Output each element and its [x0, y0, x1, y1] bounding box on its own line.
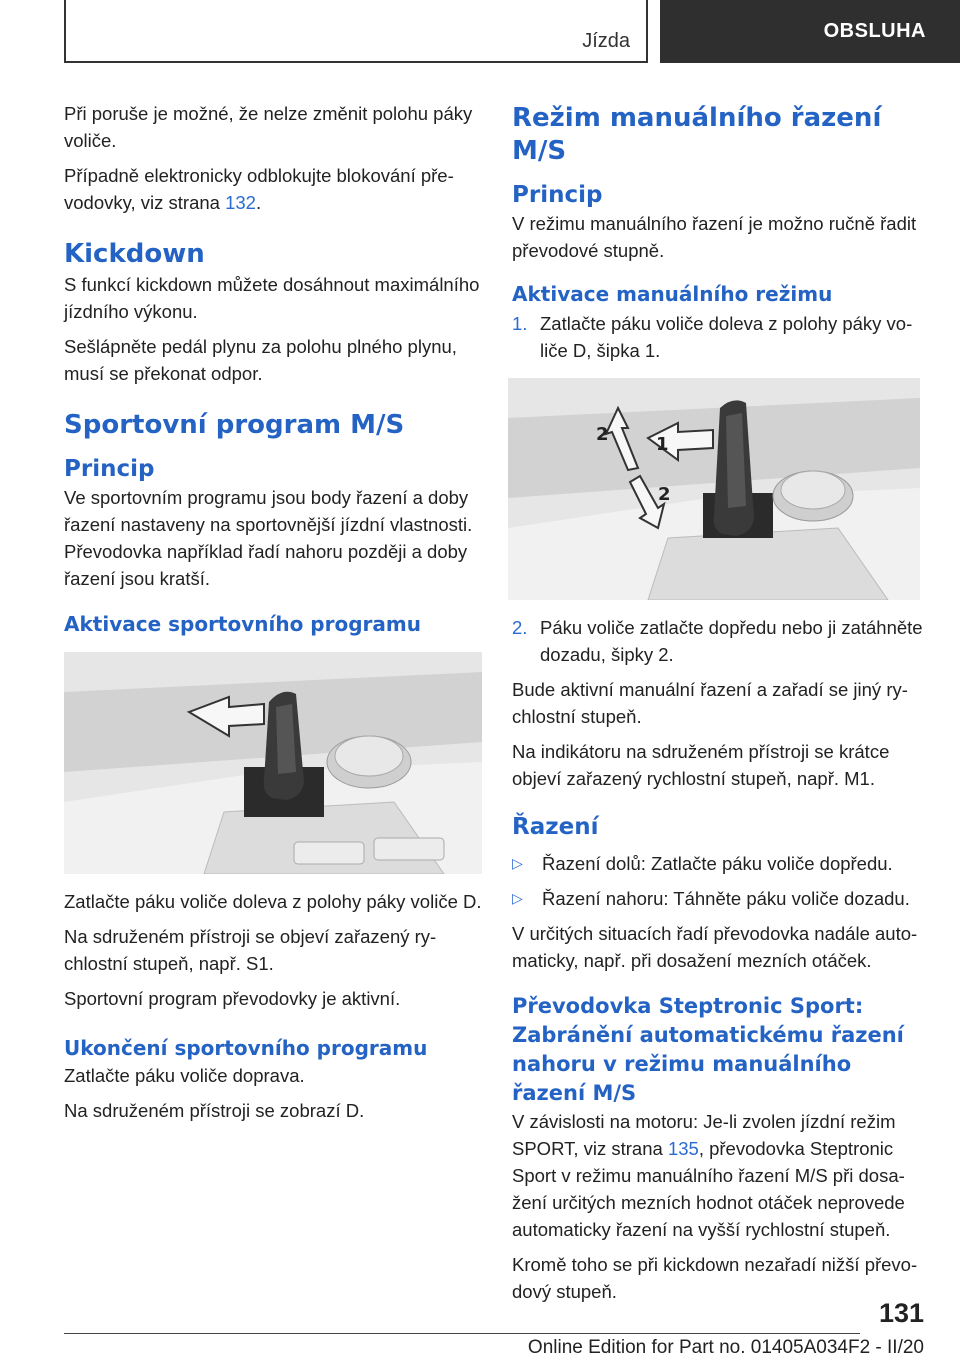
right-column [512, 100, 924, 1313]
step-number: 2. [512, 617, 528, 638]
page-number: 131 [878, 1298, 924, 1328]
page-link[interactable]: 135 [667, 1138, 699, 1159]
section-title-sport: Sportovní program M/S [64, 410, 405, 440]
page-link[interactable]: 132 [225, 192, 256, 213]
subsection-title-activate-manual: Aktivace manuálního režimu [512, 282, 833, 306]
paragraph: V určitých situacích řadí převodovka nadále automaticky, např. při dosažení mezních otáček. [512, 923, 918, 971]
section-title-manual: Režim manuálního řazení M/S [512, 103, 882, 166]
paragraph: Kromě toho se při kickdown nezařadí nižší převodový stupeň. [512, 1254, 918, 1302]
text: V závislosti na motoru: Je-li zvolen jízdní režim SPORT, viz strana [512, 1111, 896, 1159]
paragraph: Ve sportovním programu jsou body řazení a doby řazení nastaveny na sportovnější jízdní vlastnosti. Převodovka například řadí nahoru později a doby řazení jsou kratší. [64, 487, 473, 589]
paragraph: Sešlápněte pedál plynu za polohu plného plynu, musí se překonat odpor. [64, 336, 457, 384]
gear-selector-illustration [64, 652, 482, 874]
subsection-title-activate: Aktivace sportovního programu [64, 612, 421, 636]
paragraph [512, 1108, 924, 1243]
section-title-kickdown: Kickdown [64, 239, 205, 269]
paragraph: S funkcí kickdown můžete dosáhnout maximálního jízdního výkonu. [64, 274, 480, 322]
footer-edition: Online Edition for Part no. 01405A034F2 - II/20 [527, 1337, 924, 1358]
arrow-label-2b: 2 [658, 484, 671, 505]
arrow-label-2: 2 [596, 424, 609, 445]
step-text: Páku voliče zatlačte dopředu nebo ji zatáhněte dozadu, šipky 2. [540, 617, 923, 665]
paragraph: Na sdruženém přístroji se zobrazí D. [64, 1100, 365, 1121]
step-number: 1. [512, 313, 528, 334]
bullet-text: Řazení dolů: Zatlačte páku voliče dopředu. [542, 853, 893, 874]
paragraph: Na sdruženém přístroji se objeví zařazený rychlostní stupeň, např. S1. [64, 926, 437, 974]
header-frame [64, 0, 648, 63]
left-column [64, 100, 482, 1132]
subsection-title-shift: Řazení [512, 814, 599, 840]
gear-selector-illustration-arrows [508, 378, 920, 600]
step-text: Zatlačte páku voliče doleva z polohy páky voliče D, šipka 1. [540, 313, 913, 361]
bullet-shift-up [512, 885, 924, 912]
arrow-label-1: 1 [656, 434, 669, 455]
paragraph: V režimu manuálního řazení je možno ručně řadit převodové stupně. [512, 213, 917, 261]
paragraph: Na indikátoru na sdruženém přístroji se krátce objeví zařazený rychlostní stupeň, např. M1. [512, 741, 890, 789]
paragraph [64, 162, 482, 216]
paragraph: Bude aktivní manuální řazení a zařadí se jiný rychlostní stupeň. [512, 679, 908, 727]
text: , převodovka Steptronic Sport v režimu manuálního řazení M/S při dosažení určitých mezních hodnot otáček neprovede automaticky řazení na vyšší rychlostní stupeň. [512, 1138, 905, 1240]
paragraph: Sportovní program převodovky je aktivní. [64, 988, 401, 1009]
subsection-title-steptronic: Převodovka Steptronic Sport: Zabránění automatickému řazení nahoru v režimu manuálního řazení M/S [512, 994, 904, 1105]
paragraph: Při poruše je možné, že nelze změnit polohu páky voliče. [64, 103, 473, 151]
subsection-title-end: Ukončení sportovního programu [64, 1036, 428, 1060]
header-section-title: Jízda [582, 30, 630, 52]
step-1 [512, 310, 924, 364]
paragraph: Zatlačte páku voliče doleva z polohy páky voliče D. [64, 891, 482, 912]
paragraph: Zatlačte páku voliče doprava. [64, 1065, 305, 1086]
triangle-bullet-icon: ▷ [512, 890, 523, 906]
triangle-bullet-icon: ▷ [512, 855, 523, 871]
bullet-shift-down [512, 850, 924, 877]
step-2 [512, 614, 924, 668]
header-tab: OBSLUHA [660, 0, 960, 63]
text: Případně elektronicky odblokujte blokování převodovky, viz strana [64, 165, 454, 213]
footer-divider [64, 1333, 860, 1334]
subsection-title-princip: Princip [64, 456, 155, 482]
text: . [255, 192, 262, 213]
subsection-title-princip: Princip [512, 182, 603, 208]
bullet-text: Řazení nahoru: Táhněte páku voliče dozadu. [542, 888, 910, 909]
